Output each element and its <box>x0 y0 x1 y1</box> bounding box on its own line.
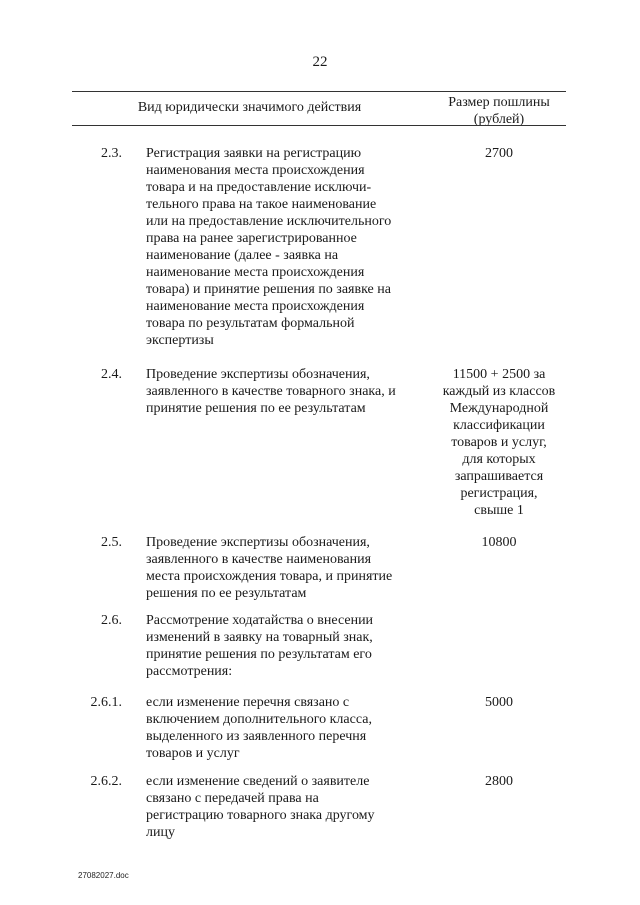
fee-line: каждый из классов <box>442 384 556 399</box>
fee-line: товаров и услуг, <box>451 435 547 450</box>
desc-line: товара по результатам формальной <box>146 316 355 331</box>
header-fee-line: Размер пошлины <box>448 95 550 110</box>
desc-line: наименование (далее - заявка на <box>146 248 339 263</box>
desc-line: Регистрация заявки на регистрацию <box>146 146 362 161</box>
row-fee <box>432 534 566 551</box>
row-description <box>146 534 426 602</box>
desc-line: товара и на предоставление исключи- <box>146 180 372 195</box>
fee-line: запрашивается <box>454 469 544 484</box>
fee-line: регистрация, <box>460 486 538 501</box>
desc-line: тельного права на такое наименование <box>146 197 377 212</box>
desc-line: принятие решения по результатам его <box>146 647 372 662</box>
desc-line: экспертизы <box>146 333 214 348</box>
desc-line: лицу <box>146 825 175 840</box>
desc-line: Проведение экспертизы обозначения, <box>146 367 370 382</box>
desc-line: наименование места происхождения <box>146 265 365 280</box>
desc-line: связано с передачей права на <box>146 791 319 806</box>
desc-line: рассмотрения: <box>146 664 233 679</box>
header-rule-top <box>72 91 566 92</box>
row-fee <box>432 773 566 790</box>
desc-line: места происхождения товара, и принятие <box>146 569 393 584</box>
desc-line: принятие решения по ее результатам <box>146 401 366 416</box>
fee-line: 2700 <box>485 146 513 161</box>
desc-line: товара) и принятие решения по заявке на <box>146 282 391 297</box>
fee-line: 11500 + 2500 за <box>452 367 546 382</box>
row-description <box>146 366 426 417</box>
row-description <box>146 694 426 762</box>
desc-line: Рассмотрение ходатайства о внесении <box>146 613 374 628</box>
desc-line: включением дополнительного класса, <box>146 712 372 727</box>
footer-filename: 27082027.doc <box>78 871 129 880</box>
fee-line: классификации <box>453 418 545 433</box>
desc-line: изменений в заявку на товарный знак, <box>146 630 373 645</box>
desc-line: решения по ее результатам <box>146 586 307 601</box>
fee-line: 5000 <box>485 695 513 710</box>
row-fee <box>432 145 566 162</box>
desc-line: заявленного в качестве наименования <box>146 552 372 567</box>
desc-line: заявленного в качестве товарного знака, и <box>146 384 396 399</box>
header-column-fee <box>432 94 566 128</box>
row-description <box>146 612 426 680</box>
row-number: 2.5. <box>101 535 122 550</box>
row-number: 2.3. <box>101 146 122 161</box>
desc-line: если изменение перечня связано с <box>146 695 350 710</box>
header-column-action: Вид юридически значимого действия <box>137 100 362 115</box>
fee-line: Международной <box>449 401 549 416</box>
header-fee-line: (рублей) <box>473 112 525 127</box>
fee-line: 10800 <box>481 535 517 550</box>
row-fee <box>432 694 566 711</box>
row-description <box>146 773 426 841</box>
desc-line: наименования места происхождения <box>146 163 365 178</box>
row-number: 2.6.1. <box>90 695 122 710</box>
row-number: 2.6.2. <box>90 774 122 789</box>
page-number: 22 <box>312 54 328 70</box>
desc-line: права на ранее зарегистрированное <box>146 231 357 246</box>
desc-line: выделенного из заявленного перечня <box>146 729 367 744</box>
desc-line: если изменение сведений о заявителе <box>146 774 370 789</box>
header-rule-bottom <box>72 125 566 126</box>
fee-line: свыше 1 <box>474 503 524 518</box>
fee-line: для которых <box>462 452 536 467</box>
desc-line: наименование места происхождения <box>146 299 365 314</box>
row-fee <box>432 366 566 519</box>
desc-line: регистрацию товарного знака другому <box>146 808 375 823</box>
row-number: 2.6. <box>101 613 122 628</box>
desc-line: Проведение экспертизы обозначения, <box>146 535 370 550</box>
row-number: 2.4. <box>101 367 122 382</box>
row-description <box>146 145 426 349</box>
desc-line: товаров и услуг <box>146 746 240 761</box>
desc-line: или на предоставление исключительного <box>146 214 392 229</box>
fee-line: 2800 <box>485 774 513 789</box>
